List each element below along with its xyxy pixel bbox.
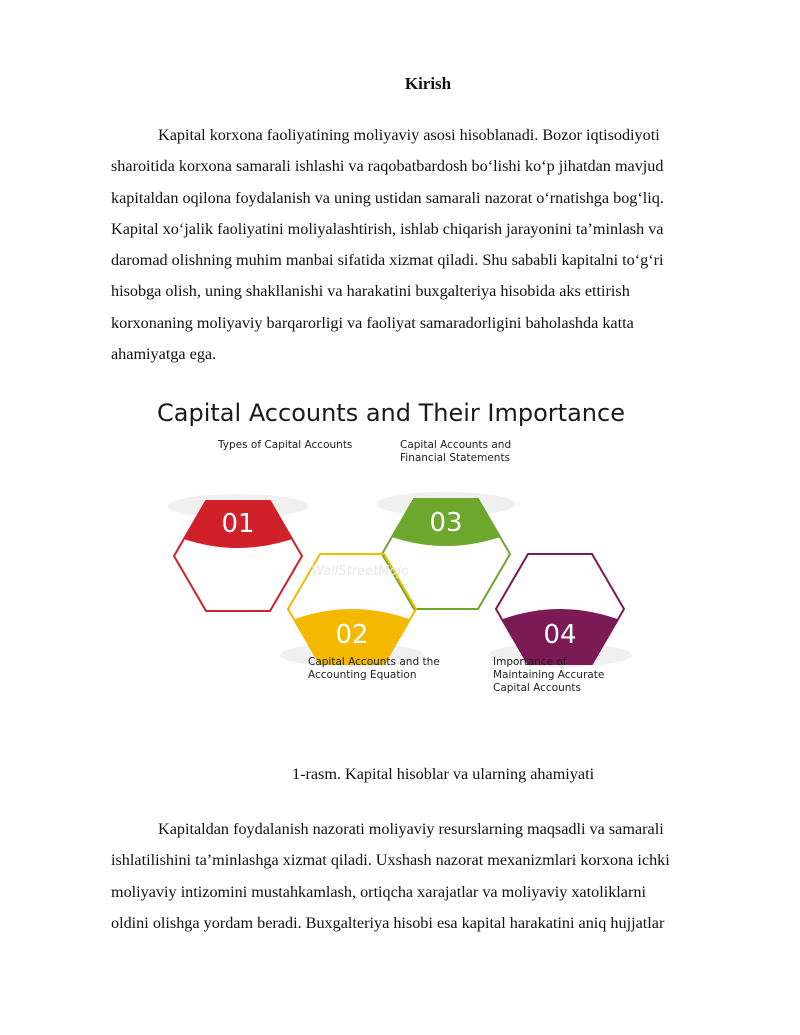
- paragraph-line: kapitaldan oqilona foydalanish va uning ustidan samarali nazorat o‘rnatishga bog‘liq.: [111, 188, 664, 207]
- item-label-02: Capital Accounts and the Accounting Equation: [308, 656, 440, 681]
- paragraph-line: Kapital korxona faoliyatining moliyaviy asosi hisoblanadi. Bozor iqtisodiyoti: [158, 126, 660, 144]
- paragraph-line: oldini olishga yordam beradi. Buxgalteriya hisobi esa kapital harakatini aniq hujjatlar: [111, 913, 665, 932]
- paragraph-line: hisobga olish, uning shakllanishi va harakatini buxgalteriya hisobida aks ettirish: [111, 282, 630, 301]
- hexagon-01: [168, 499, 308, 611]
- paragraph-line: ishlatilishini ta’minlashga xizmat qiladi. Uxshash nazorat mexanizmlari korxona ichki: [111, 851, 670, 870]
- item-label-03: Capital Accounts and Financial Statements: [400, 439, 512, 464]
- item-label-01: Types of Capital Accounts: [218, 439, 353, 451]
- watermark: WallStreetMojo: [311, 564, 409, 579]
- paragraph-line: moliyaviy intizomini mustahkamlash, ortiqcha xarajatlar va moliyaviy xatoliklarni: [111, 882, 646, 901]
- paragraph-line: ahamiyatga ega.: [111, 345, 217, 364]
- paragraph-line: Kapitaldan foydalanish nazorati moliyaviy resurslarning maqsadli va samarali: [158, 820, 664, 838]
- item-number: 02: [335, 620, 369, 650]
- item-number: 01: [221, 509, 255, 539]
- figure-graphic: [150, 393, 650, 703]
- item-number: 04: [543, 620, 577, 650]
- intro-paragraph: [111, 120, 751, 370]
- hexagon-03: [376, 497, 516, 609]
- paragraph-line: korxonaning moliyaviy barqarorligi va faoliyat samaradorligini baholashda katta: [111, 313, 634, 332]
- figure-caption: 1-rasm. Kapital hisoblar va ularning ahamiyati: [292, 765, 595, 783]
- paragraph-line: sharoitida korxona samarali ishlashi va raqobatbardosh bo‘lishi ko‘p jihatdan mavjud: [111, 157, 664, 176]
- body-paragraph: [111, 814, 751, 939]
- figure-title: Capital Accounts and Their Importance: [157, 399, 625, 427]
- paragraph-line: Kapital xo‘jalik faoliyatini moliyalashtirish, ishlab chiqarish jarayonini ta’minlash va: [111, 219, 664, 238]
- paragraph-line: daromad olishning muhim manbai sifatida xizmat qiladi. Shu sababli kapitalni to‘g‘ri: [111, 251, 664, 270]
- item-number: 03: [429, 508, 463, 538]
- capital-accounts-figure: [150, 393, 650, 703]
- section-heading: Kirish: [404, 74, 452, 93]
- item-label-04: Importance of Maintaining Accurate Capital Accounts: [493, 656, 605, 694]
